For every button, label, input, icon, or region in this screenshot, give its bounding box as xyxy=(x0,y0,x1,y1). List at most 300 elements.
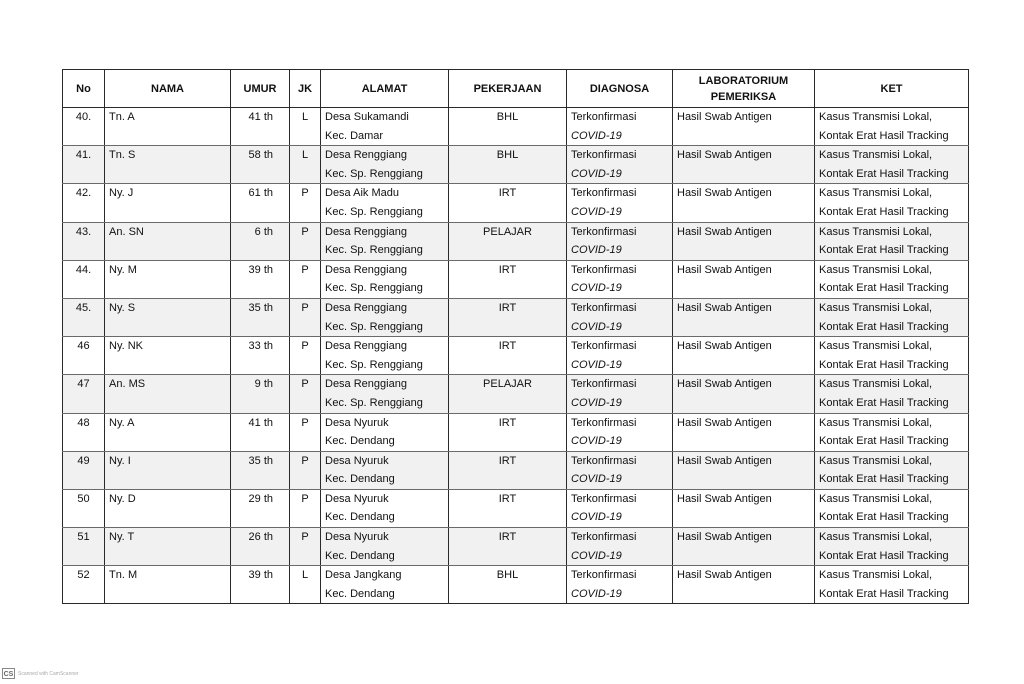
table-row xyxy=(63,184,969,222)
cell-pekerjaan-pekerjaan: IRT xyxy=(498,531,517,544)
cell-ket-ket2: Kontak Erat Hasil Tracking xyxy=(819,549,949,562)
cell-umur xyxy=(231,337,290,375)
case-table xyxy=(62,69,969,604)
cell-umur xyxy=(231,451,290,489)
cell-jk-blank xyxy=(294,165,316,184)
cell-diagnosa-diag1: Terkonfirmasi xyxy=(571,454,637,467)
cell-umur-umur: 6 th xyxy=(254,225,273,238)
cell-jk xyxy=(290,146,321,184)
cell-diagnosa-diag1: Terkonfirmasi xyxy=(571,301,637,314)
cell-laboratorium-blank xyxy=(677,394,810,413)
cell-jk-blank xyxy=(294,547,316,566)
cell-nama xyxy=(105,375,231,413)
cell-laboratorium-blank xyxy=(677,165,810,184)
cell-pekerjaan-blank xyxy=(453,165,562,184)
cell-nama-nama: An. SN xyxy=(109,225,144,238)
cell-diagnosa-diag1: Terkonfirmasi xyxy=(571,531,637,544)
cell-no xyxy=(63,528,105,566)
cell-nama-blank xyxy=(109,165,226,184)
cell-alamat xyxy=(321,528,449,566)
cell-diagnosa-diag2: COVID-19 xyxy=(571,396,622,409)
cell-no-blank xyxy=(67,318,100,337)
scanner-watermark: Scanned with CamScanner xyxy=(18,671,79,677)
cell-jk-jk: P xyxy=(301,225,309,238)
cell-nama xyxy=(105,298,231,336)
cell-ket-ket2: Kontak Erat Hasil Tracking xyxy=(819,167,949,180)
cell-jk-blank xyxy=(294,241,316,260)
cell-ket xyxy=(815,489,969,527)
cell-laboratorium-lab: Hasil Swab Antigen xyxy=(677,416,772,429)
cell-umur-blank xyxy=(235,356,273,375)
cell-ket-ket2: Kontak Erat Hasil Tracking xyxy=(819,205,949,218)
cell-alamat-alamat1: Desa Renggiang xyxy=(325,340,407,353)
cell-no xyxy=(63,108,105,146)
cell-nama-blank xyxy=(109,432,226,451)
cell-laboratorium xyxy=(673,222,815,260)
cell-diagnosa xyxy=(567,298,673,336)
cell-alamat-alamat1: Desa Nyuruk xyxy=(325,454,389,467)
cell-pekerjaan-blank xyxy=(453,318,562,337)
cell-alamat xyxy=(321,566,449,604)
table-row xyxy=(63,489,969,527)
cell-pekerjaan xyxy=(449,489,567,527)
cell-laboratorium-lab: Hasil Swab Antigen xyxy=(677,454,772,467)
cell-jk-blank xyxy=(294,470,316,489)
cell-alamat-alamat1: Desa Renggiang xyxy=(325,149,407,162)
cell-no-no: 52 xyxy=(77,569,90,582)
cell-diagnosa xyxy=(567,489,673,527)
cell-jk-jk: P xyxy=(301,416,309,429)
cell-jk-blank xyxy=(294,279,316,298)
cell-diagnosa xyxy=(567,337,673,375)
cell-diagnosa xyxy=(567,260,673,298)
cell-pekerjaan-blank xyxy=(453,508,562,527)
cell-alamat xyxy=(321,375,449,413)
cell-jk-blank xyxy=(294,585,316,604)
cell-no-blank xyxy=(67,127,100,146)
cell-nama-blank xyxy=(109,127,226,146)
cell-nama-nama: Tn. M xyxy=(109,569,138,582)
cell-nama xyxy=(105,413,231,451)
cell-no-no: 47 xyxy=(77,378,90,391)
cell-jk-jk: P xyxy=(301,531,309,544)
cell-jk xyxy=(290,337,321,375)
cell-no xyxy=(63,451,105,489)
cell-pekerjaan xyxy=(449,375,567,413)
cell-diagnosa-diag2: COVID-19 xyxy=(571,282,622,295)
cell-laboratorium-blank xyxy=(677,470,810,489)
cell-ket-ket2: Kontak Erat Hasil Tracking xyxy=(819,435,949,448)
cell-no-blank xyxy=(67,356,100,375)
cell-alamat-alamat1: Desa Renggiang xyxy=(325,378,407,391)
cell-ket-ket1: Kasus Transmisi Lokal, xyxy=(819,454,933,467)
cell-diagnosa xyxy=(567,375,673,413)
cell-jk-jk: P xyxy=(301,378,309,391)
cell-alamat xyxy=(321,489,449,527)
cell-laboratorium-blank xyxy=(677,127,810,146)
table-row xyxy=(63,413,969,451)
cell-diagnosa-diag2: COVID-19 xyxy=(571,473,622,486)
cell-umur-blank xyxy=(235,241,273,260)
cell-pekerjaan xyxy=(449,146,567,184)
cell-pekerjaan xyxy=(449,298,567,336)
cell-ket-ket2: Kontak Erat Hasil Tracking xyxy=(819,244,949,257)
cell-umur-blank xyxy=(235,585,273,604)
cell-laboratorium-lab: Hasil Swab Antigen xyxy=(677,301,772,314)
cell-pekerjaan xyxy=(449,222,567,260)
cell-umur xyxy=(231,222,290,260)
table-row xyxy=(63,566,969,604)
cell-nama-nama: Ny. T xyxy=(109,531,135,544)
cell-jk xyxy=(290,451,321,489)
cell-diagnosa xyxy=(567,108,673,146)
cell-diagnosa-diag1: Terkonfirmasi xyxy=(571,416,637,429)
cell-no-no: 41. xyxy=(75,149,92,162)
cell-jk-blank xyxy=(294,203,316,222)
cell-umur-blank xyxy=(235,165,273,184)
cell-umur-blank xyxy=(235,318,273,337)
cell-laboratorium-blank xyxy=(677,356,810,375)
cell-umur-umur: 39 th xyxy=(248,569,273,582)
cell-alamat-alamat1: Desa Renggiang xyxy=(325,301,407,314)
cell-nama xyxy=(105,184,231,222)
cell-jk-jk: L xyxy=(301,149,309,162)
cell-ket-ket2: Kontak Erat Hasil Tracking xyxy=(819,320,949,333)
cell-jk xyxy=(290,566,321,604)
cell-nama-nama: Ny. D xyxy=(109,492,136,505)
cell-alamat-alamat2: Kec. Dendang xyxy=(325,435,395,448)
cell-jk-jk: L xyxy=(301,569,309,582)
cell-alamat-alamat1: Desa Nyuruk xyxy=(325,531,389,544)
cell-nama-nama: Tn. A xyxy=(109,111,135,123)
cell-ket xyxy=(815,146,969,184)
cell-alamat-alamat2: Kec. Sp. Renggiang xyxy=(325,167,423,180)
cell-ket-ket2: Kontak Erat Hasil Tracking xyxy=(819,587,949,600)
cell-umur-blank xyxy=(235,127,273,146)
cell-laboratorium xyxy=(673,375,815,413)
cell-pekerjaan xyxy=(449,108,567,146)
cell-laboratorium xyxy=(673,146,815,184)
cell-jk xyxy=(290,184,321,222)
cell-umur-umur: 29 th xyxy=(248,492,273,505)
cell-ket-ket1: Kasus Transmisi Lokal, xyxy=(819,569,933,582)
cell-alamat xyxy=(321,298,449,336)
cell-nama xyxy=(105,489,231,527)
cell-pekerjaan-pekerjaan: BHL xyxy=(496,111,519,123)
header-lab-line2: PEMERIKSA xyxy=(710,90,777,103)
cell-jk-blank xyxy=(294,318,316,337)
cell-no-no: 45. xyxy=(75,301,92,314)
cell-jk-jk: L xyxy=(301,111,309,123)
cell-umur-umur: 35 th xyxy=(248,301,273,314)
camscanner-logo: CS xyxy=(2,668,15,679)
cell-umur-umur: 61 th xyxy=(248,187,273,200)
cell-diagnosa-diag2: COVID-19 xyxy=(571,167,622,180)
cell-ket xyxy=(815,337,969,375)
cell-laboratorium-blank xyxy=(677,432,810,451)
header-laboratorium xyxy=(673,70,815,108)
cell-umur-blank xyxy=(235,432,273,451)
cell-ket-ket2: Kontak Erat Hasil Tracking xyxy=(819,473,949,486)
cell-jk-blank xyxy=(294,432,316,451)
cell-pekerjaan-pekerjaan: IRT xyxy=(498,492,517,505)
cell-jk xyxy=(290,222,321,260)
cell-no xyxy=(63,260,105,298)
cell-laboratorium-lab: Hasil Swab Antigen xyxy=(677,225,772,238)
cell-alamat xyxy=(321,222,449,260)
cell-diagnosa-diag2: COVID-19 xyxy=(571,435,622,448)
table-row xyxy=(63,528,969,566)
cell-diagnosa-diag2: COVID-19 xyxy=(571,549,622,562)
cell-no-no: 51 xyxy=(77,531,90,544)
cell-laboratorium xyxy=(673,298,815,336)
table-body xyxy=(63,108,969,604)
cell-pekerjaan-blank xyxy=(453,241,562,260)
cell-alamat-alamat2: Kec. Dendang xyxy=(325,587,395,600)
cell-ket xyxy=(815,222,969,260)
cell-diagnosa-diag2: COVID-19 xyxy=(571,358,622,371)
cell-diagnosa-diag2: COVID-19 xyxy=(571,129,622,142)
cell-alamat-alamat2: Kec. Dendang xyxy=(325,511,395,524)
cell-ket xyxy=(815,184,969,222)
cell-laboratorium-blank xyxy=(677,547,810,566)
cell-nama-nama: Ny. I xyxy=(109,454,131,467)
cell-ket-ket1: Kasus Transmisi Lokal, xyxy=(819,378,933,391)
cell-diagnosa-diag1: Terkonfirmasi xyxy=(571,187,637,200)
cell-diagnosa xyxy=(567,413,673,451)
cell-alamat-alamat1: Desa Jangkang xyxy=(325,569,402,582)
cell-pekerjaan-blank xyxy=(453,547,562,566)
cell-pekerjaan-blank xyxy=(453,432,562,451)
cell-pekerjaan-pekerjaan: IRT xyxy=(498,416,517,429)
cell-no-blank xyxy=(67,432,100,451)
cell-ket-ket2: Kontak Erat Hasil Tracking xyxy=(819,129,949,142)
cell-umur-umur: 9 th xyxy=(254,378,273,391)
cell-pekerjaan-blank xyxy=(453,585,562,604)
cell-pekerjaan-pekerjaan: IRT xyxy=(498,263,517,276)
table-row xyxy=(63,375,969,413)
cell-no-no: 50 xyxy=(77,492,90,505)
cell-no xyxy=(63,184,105,222)
cell-jk-blank xyxy=(294,356,316,375)
header-diagnosa: DIAGNOSA xyxy=(567,70,673,108)
cell-alamat-alamat2: Kec. Damar xyxy=(325,129,384,142)
cell-no-no: 44. xyxy=(75,263,92,276)
cell-alamat-alamat1: Desa Renggiang xyxy=(325,263,407,276)
header-alamat: ALAMAT xyxy=(321,70,449,108)
header-no: No xyxy=(63,70,105,108)
header-lab-line1: LABORATORIUM xyxy=(698,74,789,87)
cell-no xyxy=(63,146,105,184)
cell-no-no: 48 xyxy=(77,416,90,429)
cell-alamat-alamat1: Desa Nyuruk xyxy=(325,416,389,429)
cell-ket-ket1: Kasus Transmisi Lokal, xyxy=(819,492,933,505)
cell-no-no: 42. xyxy=(75,187,92,200)
cell-umur-umur: 58 th xyxy=(248,149,273,162)
table-row xyxy=(63,337,969,375)
cell-ket-ket2: Kontak Erat Hasil Tracking xyxy=(819,511,949,524)
cell-ket xyxy=(815,108,969,146)
cell-no-no: 40. xyxy=(75,111,92,123)
cell-laboratorium xyxy=(673,260,815,298)
cell-pekerjaan-blank xyxy=(453,127,562,146)
cell-nama-blank xyxy=(109,356,226,375)
cell-laboratorium-lab: Hasil Swab Antigen xyxy=(677,378,772,391)
table-row xyxy=(63,146,969,184)
cell-alamat xyxy=(321,108,449,146)
cell-nama-nama: Ny. S xyxy=(109,301,136,314)
cell-diagnosa-diag1: Terkonfirmasi xyxy=(571,263,637,276)
cell-nama-nama: Ny. A xyxy=(109,416,135,429)
cell-pekerjaan-pekerjaan: BHL xyxy=(496,149,519,162)
cell-laboratorium-blank xyxy=(677,203,810,222)
cell-nama-blank xyxy=(109,279,226,298)
cell-nama xyxy=(105,566,231,604)
cell-laboratorium xyxy=(673,108,815,146)
cell-nama xyxy=(105,451,231,489)
cell-umur xyxy=(231,108,290,146)
table-row xyxy=(63,222,969,260)
cell-nama xyxy=(105,337,231,375)
cell-laboratorium xyxy=(673,451,815,489)
cell-jk-blank xyxy=(294,508,316,527)
cell-diagnosa xyxy=(567,528,673,566)
cell-pekerjaan xyxy=(449,451,567,489)
cell-no-blank xyxy=(67,470,100,489)
cell-ket-ket2: Kontak Erat Hasil Tracking xyxy=(819,396,949,409)
cell-alamat-alamat2: Kec. Sp. Renggiang xyxy=(325,358,423,371)
cell-laboratorium xyxy=(673,184,815,222)
cell-diagnosa-diag1: Terkonfirmasi xyxy=(571,378,637,391)
cell-no-no: 49 xyxy=(77,454,90,467)
cell-pekerjaan xyxy=(449,337,567,375)
cell-umur xyxy=(231,184,290,222)
cell-alamat-alamat1: Desa Sukamandi xyxy=(325,111,409,123)
cell-umur-blank xyxy=(235,203,273,222)
cell-umur-blank xyxy=(235,508,273,527)
cell-alamat xyxy=(321,260,449,298)
cell-diagnosa xyxy=(567,566,673,604)
cell-alamat xyxy=(321,413,449,451)
cell-jk-jk: P xyxy=(301,340,309,353)
cell-no xyxy=(63,298,105,336)
cell-laboratorium-lab: Hasil Swab Antigen xyxy=(677,340,772,353)
cell-diagnosa-diag2: COVID-19 xyxy=(571,244,622,257)
header-umur: UMUR xyxy=(231,70,290,108)
cell-nama-nama: An. MS xyxy=(109,378,146,391)
cell-no xyxy=(63,222,105,260)
cell-pekerjaan-pekerjaan: IRT xyxy=(498,301,517,314)
cell-laboratorium-lab: Hasil Swab Antigen xyxy=(677,531,772,544)
cell-diagnosa-diag1: Terkonfirmasi xyxy=(571,111,637,123)
cell-umur-blank xyxy=(235,279,273,298)
cell-jk-jk: P xyxy=(301,187,309,200)
header-pekerjaan: PEKERJAAN xyxy=(449,70,567,108)
cell-nama-nama: Ny. M xyxy=(109,263,137,276)
cell-umur-blank xyxy=(235,394,273,413)
cell-diagnosa-diag2: COVID-19 xyxy=(571,511,622,524)
cell-nama-blank xyxy=(109,394,226,413)
cell-umur-blank xyxy=(235,470,273,489)
cell-nama xyxy=(105,108,231,146)
cell-ket-ket1: Kasus Transmisi Lokal, xyxy=(819,225,933,238)
cell-jk xyxy=(290,413,321,451)
cell-pekerjaan-blank xyxy=(453,470,562,489)
table-row xyxy=(63,108,969,146)
cell-umur-umur: 41 th xyxy=(248,111,273,123)
cell-jk-blank xyxy=(294,127,316,146)
cell-no-blank xyxy=(67,394,100,413)
cell-alamat xyxy=(321,337,449,375)
cell-laboratorium-blank xyxy=(677,279,810,298)
header-ket: KET xyxy=(815,70,969,108)
cell-nama xyxy=(105,260,231,298)
cell-no-blank xyxy=(67,165,100,184)
cell-pekerjaan-pekerjaan: IRT xyxy=(498,187,517,200)
cell-diagnosa xyxy=(567,451,673,489)
cell-ket xyxy=(815,413,969,451)
cell-ket xyxy=(815,528,969,566)
cell-laboratorium-lab: Hasil Swab Antigen xyxy=(677,187,772,200)
cell-umur xyxy=(231,566,290,604)
cell-umur-umur: 33 th xyxy=(248,340,273,353)
cell-ket xyxy=(815,566,969,604)
cell-umur xyxy=(231,413,290,451)
cell-laboratorium xyxy=(673,337,815,375)
cell-diagnosa-diag1: Terkonfirmasi xyxy=(571,569,637,582)
cell-no-blank xyxy=(67,279,100,298)
cell-umur xyxy=(231,146,290,184)
cell-ket xyxy=(815,451,969,489)
cell-nama xyxy=(105,146,231,184)
cell-laboratorium-lab: Hasil Swab Antigen xyxy=(677,569,772,582)
cell-pekerjaan xyxy=(449,260,567,298)
cell-jk-jk: P xyxy=(301,454,309,467)
cell-alamat-alamat1: Desa Nyuruk xyxy=(325,492,389,505)
cell-diagnosa xyxy=(567,184,673,222)
cell-diagnosa-diag2: COVID-19 xyxy=(571,587,622,600)
cell-diagnosa-diag1: Terkonfirmasi xyxy=(571,340,637,353)
cell-jk-jk: P xyxy=(301,301,309,314)
cell-ket-ket1: Kasus Transmisi Lokal, xyxy=(819,187,933,200)
cell-pekerjaan xyxy=(449,413,567,451)
cell-alamat xyxy=(321,146,449,184)
table-row xyxy=(63,298,969,336)
cell-pekerjaan-pekerjaan: PELAJAR xyxy=(483,225,532,238)
cell-ket-ket2: Kontak Erat Hasil Tracking xyxy=(819,282,949,295)
cell-umur xyxy=(231,375,290,413)
cell-diagnosa-diag2: COVID-19 xyxy=(571,205,622,218)
cell-nama-nama: Ny. NK xyxy=(109,340,144,353)
cell-no-blank xyxy=(67,508,100,527)
cell-diagnosa-diag1: Terkonfirmasi xyxy=(571,492,637,505)
cell-ket-ket1: Kasus Transmisi Lokal, xyxy=(819,531,933,544)
cell-ket-ket1: Kasus Transmisi Lokal, xyxy=(819,263,933,276)
cell-no-blank xyxy=(67,547,100,566)
cell-laboratorium xyxy=(673,566,815,604)
header-nama: NAMA xyxy=(105,70,231,108)
cell-alamat-alamat2: Kec. Dendang xyxy=(325,473,395,486)
cell-jk-jk: P xyxy=(301,263,309,276)
table-row xyxy=(63,451,969,489)
cell-alamat-alamat2: Kec. Sp. Renggiang xyxy=(325,205,423,218)
cell-nama-blank xyxy=(109,508,226,527)
cell-ket xyxy=(815,375,969,413)
cell-umur xyxy=(231,489,290,527)
cell-umur-umur: 26 th xyxy=(248,531,273,544)
cell-laboratorium-lab: Hasil Swab Antigen xyxy=(677,149,772,162)
cell-pekerjaan-pekerjaan: PELAJAR xyxy=(483,378,532,391)
